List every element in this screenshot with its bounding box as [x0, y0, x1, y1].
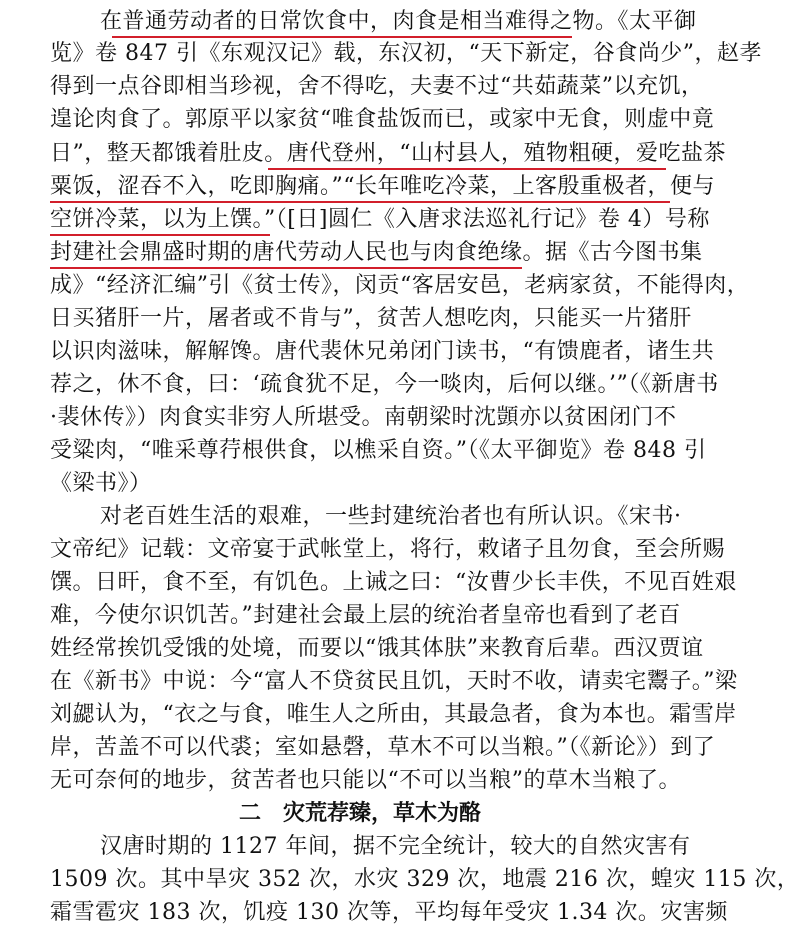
text-line: 在《新书》中说：今“富人不贷贫民且饥，天时不收，请卖宅鬻子。”梁 — [50, 669, 738, 694]
text-line: 姓经常挨饥受饿的处境，而要以“饿其体肤”来教育后辈。西汉贾谊 — [50, 636, 704, 661]
text-line: 得到一点谷即相当珍视，舍不得吃，夫妻不过“共茹蔬菜”以充饥， — [50, 74, 704, 99]
text-line: 在普通劳动者的日常饮食中，肉食是相当难得之物。《太平御 — [100, 9, 697, 34]
text-line: 以识肉滋味，解解馋。唐代裴休兄弟闭门读书，“有馈鹿者，诸生共 — [50, 339, 715, 364]
text-line: 日”，整天都饿着肚皮。唐代登州，“山村县人，殖物粗硬，爱吃盐茶 — [50, 141, 726, 166]
text-line: 成》“经济汇编”引《贫士传》，闵贡“客居安邑，老病家贫，不能得肉， — [50, 273, 750, 298]
text-line: 《梁书》） — [50, 471, 152, 496]
section-heading: 二 灾荒荐臻，草木为酪 — [238, 801, 481, 826]
text-line: 对老百姓生活的艰难，一些封建统治者也有所认识。《宋书· — [100, 504, 682, 529]
text-line: 日买猪肝一片，屠者或不肯与”，贫苦人想吃肉，只能买一片猪肝 — [50, 306, 692, 331]
highlight-underline — [268, 168, 666, 170]
text-line: 汉唐时期的 1127 年间，据不完全统计，较大的自然灾害有 — [100, 834, 691, 859]
text-line: 荐之，休不食，曰：‘疏食犹不足，今一啖肉，后何以继。’”（《新唐书 — [50, 372, 719, 397]
highlight-underline — [50, 267, 522, 269]
text-line: 岸，苦盖不可以代裘；室如悬磬，草木不可以当粮。”（《新论》）到了 — [50, 735, 716, 760]
text-line: 馔。日旰，食不至，有饥色。上诫之曰：“汝曹少长丰佚，不见百姓艰 — [50, 570, 737, 595]
text-line: 遑论肉食了。郭原平以家贫“唯食盐饭而已，或家中无食，则虚中竟 — [50, 107, 715, 132]
text-line: 封建社会鼎盛时期的唐代劳动人民也与肉食绝缘。据《古今图书集 — [50, 240, 703, 265]
text-line: 受粱肉，“唯采尊荇根供食，以樵采自资。”（《太平御览》卷 848 引 — [50, 438, 707, 463]
text-line: 粟饭，涩吞不入，吃即胸痛。”“长年唯吃冷菜，上客殷重极者，便与 — [50, 174, 715, 199]
highlight-underline — [50, 201, 670, 203]
text-line: 文帝纪》记载：文帝宴于武帐堂上，将行，敕诸子且勿食，至会所赐 — [50, 537, 726, 562]
text-line: ·裴休传》）肉食实非穷人所堪受。南朝梁时沈顗亦以贫困闭门不 — [50, 405, 677, 430]
text-line: 1509 次。其中旱灾 352 次，水灾 329 次，地震 216 次，蝗灾 115 次， — [50, 867, 799, 892]
text-line: 刘勰认为，“衣之与食，唯生人之所由，其最急者，食为本也。霜雪岸 — [50, 702, 737, 727]
text-line: 览》卷 847 引《东观汉记》载，东汉初，“天下新定，谷食尚少”，赵孝 — [50, 41, 762, 66]
text-line: 霜雪雹灾 183 次，饥疫 130 次等，平均每年受灾 1.34 次。灾害频 — [50, 900, 728, 925]
highlight-underline — [112, 36, 572, 38]
text-line: 空饼冷菜，以为上馔。”（[日]圆仁《入唐求法巡礼行记》卷 4）号称 — [50, 207, 710, 232]
text-line: 无可奈何的地步，贫苦者也只能以“不可以当粮”的草木当粮了。 — [50, 768, 681, 793]
text-line: 难，今使尔识饥苦。”封建社会最上层的统治者皇帝也看到了老百 — [50, 603, 681, 628]
highlight-underline — [50, 234, 270, 236]
